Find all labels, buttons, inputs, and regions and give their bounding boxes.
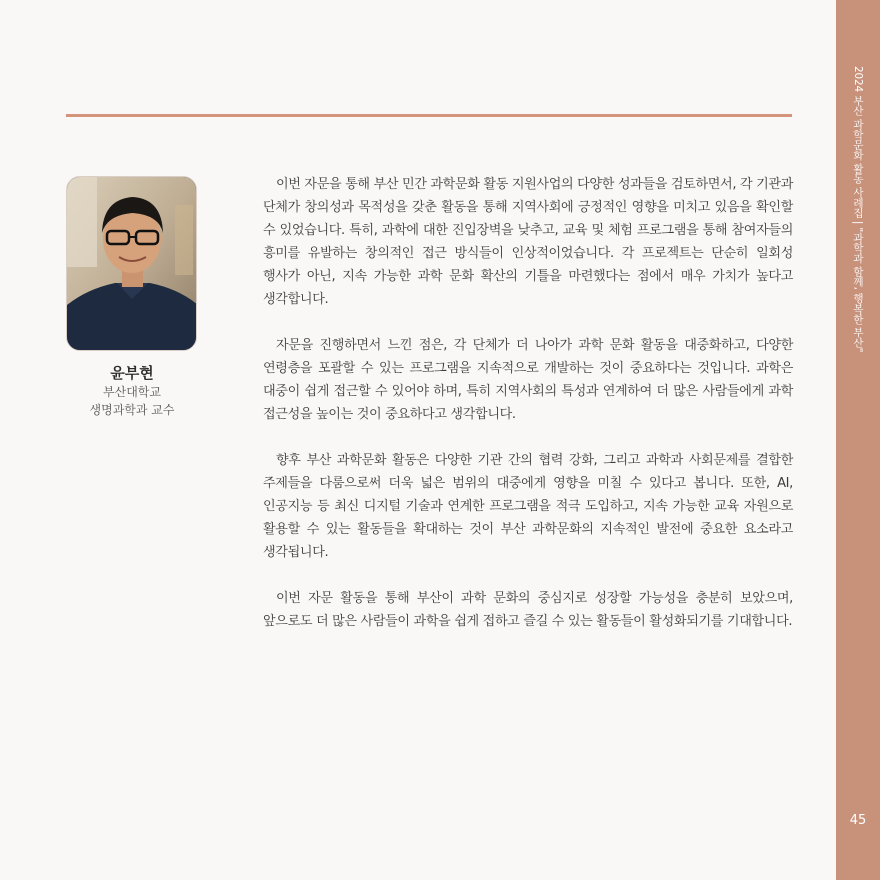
series-title: 2024 부산 과학문화 활동 사례집 | "과학과 함께, 행복한 부산" [852, 66, 864, 353]
person-name: 윤부현 [110, 364, 154, 382]
paragraph: 향후 부산 과학문화 활동은 다양한 기관 간의 협력 강화, 그리고 과학과 사회문제를 결합한 주제들을 다룸으로써 더욱 넓은 범위의 대중에게 영향을 미칠 수 있다고 봅니다. 또한, AI, 인공지능 등 최신 디지털 기술과 연계한 프로그램을 적극 도입하고, 지속 가능한 교육 자원으로 활용할 수 있는 활동들을 확대하는 것이 부산 과학문화의 지속적인 발전에 중요한 요소라고 생각됩니다. [263, 453, 793, 560]
paragraph: 자문을 진행하면서 느낀 점은, 각 단체가 더 나아가 과학 문화 활동을 대중화하고, 다양한 연령층을 포괄할 수 있는 프로그램을 지속적으로 개발하는 것이 중요하다는 것입니다. 과학은 대중이 쉽게 접근할 수 있어야 하며, 특히 지역사회의 특성과 연계하여 더 많은 사람들에게 과학 접근성을 높이는 것이 중요하다고 생각합니다. [263, 338, 793, 422]
paragraph: 이번 자문을 통해 부산 민간 과학문화 활동 지원사업의 다양한 성과들을 검토하면서, 각 기관과 단체가 창의성과 목적성을 갖춘 활동을 통해 지역사회에 긍정적인 영향을 미치고 있음을 확인할 수 있었습니다. 특히, 과학에 대한 진입장벽을 낮추고, 교육 및 체험 프로그램을 통해 참여자들의 흥미를 유발하는 창의적인 접근 방식들이 인상적이었습니다. 각 프로젝트는 단순히 일회성 행사가 아닌, 지속 가능한 과학 문화 확산의 기틀을 마련했다는 점에서 매우 가치가 높다고 생각합니다. [263, 177, 793, 307]
person-affiliation-school: 부산대학교 [103, 385, 161, 399]
paragraph: 이번 자문 활동을 통해 부산이 과학 문화의 중심지로 성장할 가능성을 충분히 보았으며, 앞으로도 더 많은 사람들이 과학을 쉽게 접하고 즐길 수 있는 활동들이 활성화되기를 기대합니다. [263, 591, 793, 629]
portrait-photo [66, 176, 197, 351]
top-divider [66, 114, 792, 117]
article-body [263, 173, 793, 656]
side-band [836, 0, 880, 880]
profile-card [66, 176, 198, 419]
page-number: 45 [849, 813, 867, 828]
person-affiliation-department: 생명과학과 교수 [89, 403, 175, 417]
